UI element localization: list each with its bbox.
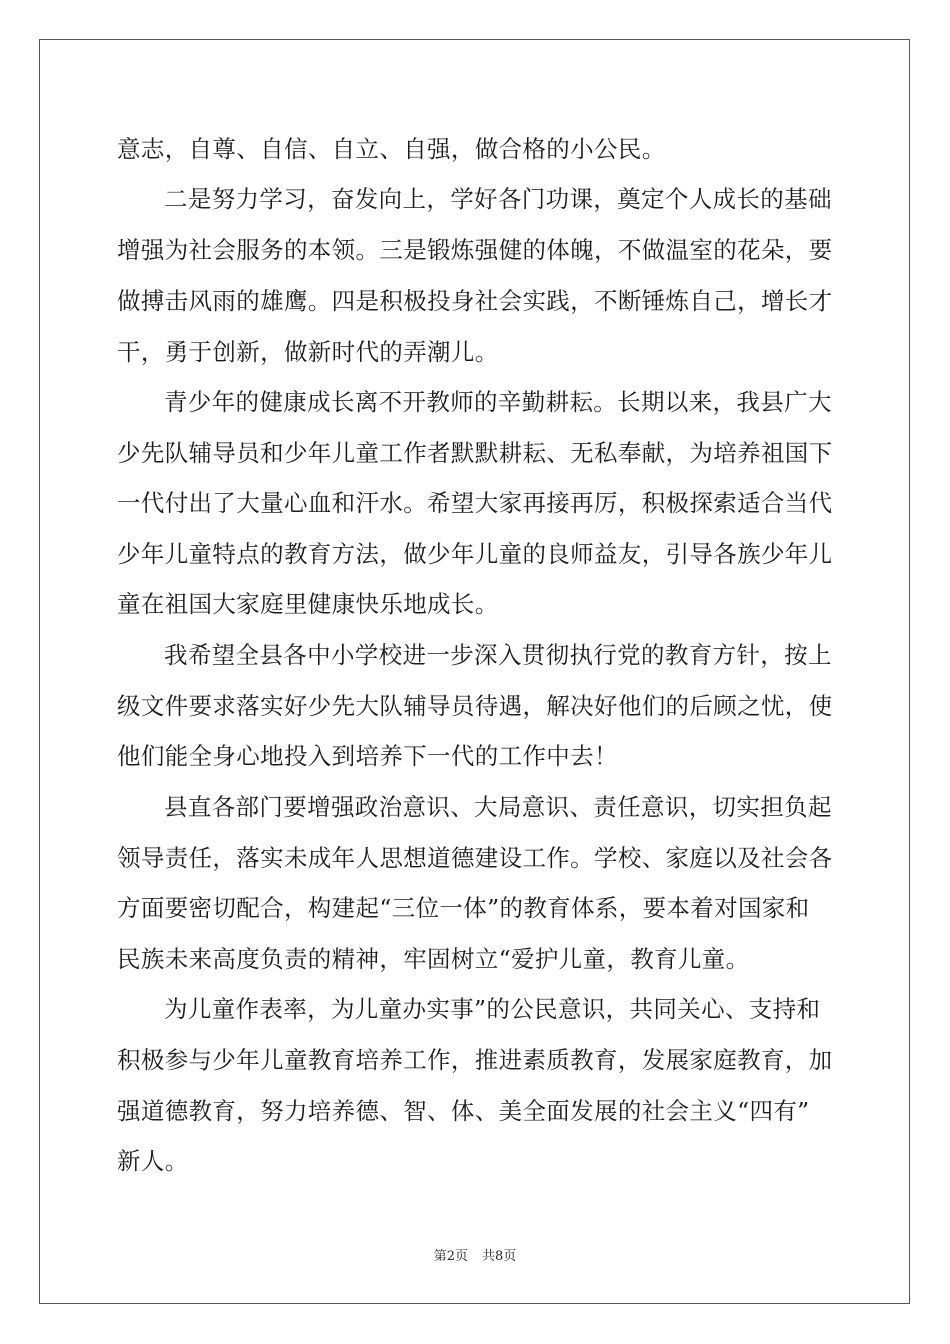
text-line: 干，勇于创新，做新时代的弄潮儿。 (117, 338, 499, 366)
text-line: 方面要密切配合，构建起“三位一体”的教育体系，要本着对国家和 (117, 894, 810, 922)
text-line: 增强为社会服务的本领。三是锻炼强健的体魄，不做温室的花朵，要 (117, 236, 833, 264)
text-line: 童在祖国大家庭里健康快乐地成长。 (117, 590, 499, 618)
text-line: 我希望全县各中小学校进一步深入贯彻执行党的教育方针，按上 (164, 641, 832, 669)
text-line: 强道德教育，努力培养德、智、体、美全面发展的社会主义“四有” (117, 1097, 810, 1125)
text-line: 级文件要求落实好少先大队辅导员待遇，解决好他们的后顾之忧，使 (117, 692, 833, 720)
text-line: 青少年的健康成长离不开教师的辛勤耕耘。长期以来，我县广大 (164, 388, 832, 416)
text-line: 二是努力学习，奋发向上，学好各门功课，奠定个人成长的基础 (164, 185, 832, 213)
text-line: 新人。 (117, 1147, 189, 1175)
text-line: 民族未来高度负责的精神，牢固树立“爱护儿童，教育儿童。 (117, 945, 750, 973)
text-line: 县直各部门要增强政治意识、大局意识、责任意识，切实担负起 (164, 793, 832, 821)
text-line: 领导责任，落实未成年人思想道德建设工作。学校、家庭以及社会各 (117, 844, 833, 872)
text-line: 做搏击风雨的雄鹰。四是积极投身社会实践，不断锤炼自己，增长才 (117, 287, 833, 315)
page-number: 第2页 (433, 1249, 468, 1264)
text-line: 一代付出了大量心血和汗水。希望大家再接再厉，积极探索适合当代 (117, 489, 833, 517)
text-line: 积极参与少年儿童教育培养工作，推进素质教育，发展家庭教育，加 (117, 1046, 833, 1074)
text-line: 少先队辅导员和少年儿童工作者默默耕耘、无私奉献，为培养祖国下 (117, 439, 833, 467)
text-line: 他们能全身心地投入到培养下一代的工作中去！ (117, 742, 618, 770)
page-footer (0, 1248, 950, 1266)
text-line: 意志，自尊、自信、自立、自强，做合格的小公民。 (117, 135, 666, 163)
text-line: 为儿童作表率，为儿童办实事”的公民意识，共同关心、支持和 (164, 995, 821, 1023)
page-total: 共8页 (482, 1249, 517, 1264)
text-line: 少年儿童特点的教育方法，做少年儿童的良师益友，引导各族少年儿 (117, 540, 833, 568)
